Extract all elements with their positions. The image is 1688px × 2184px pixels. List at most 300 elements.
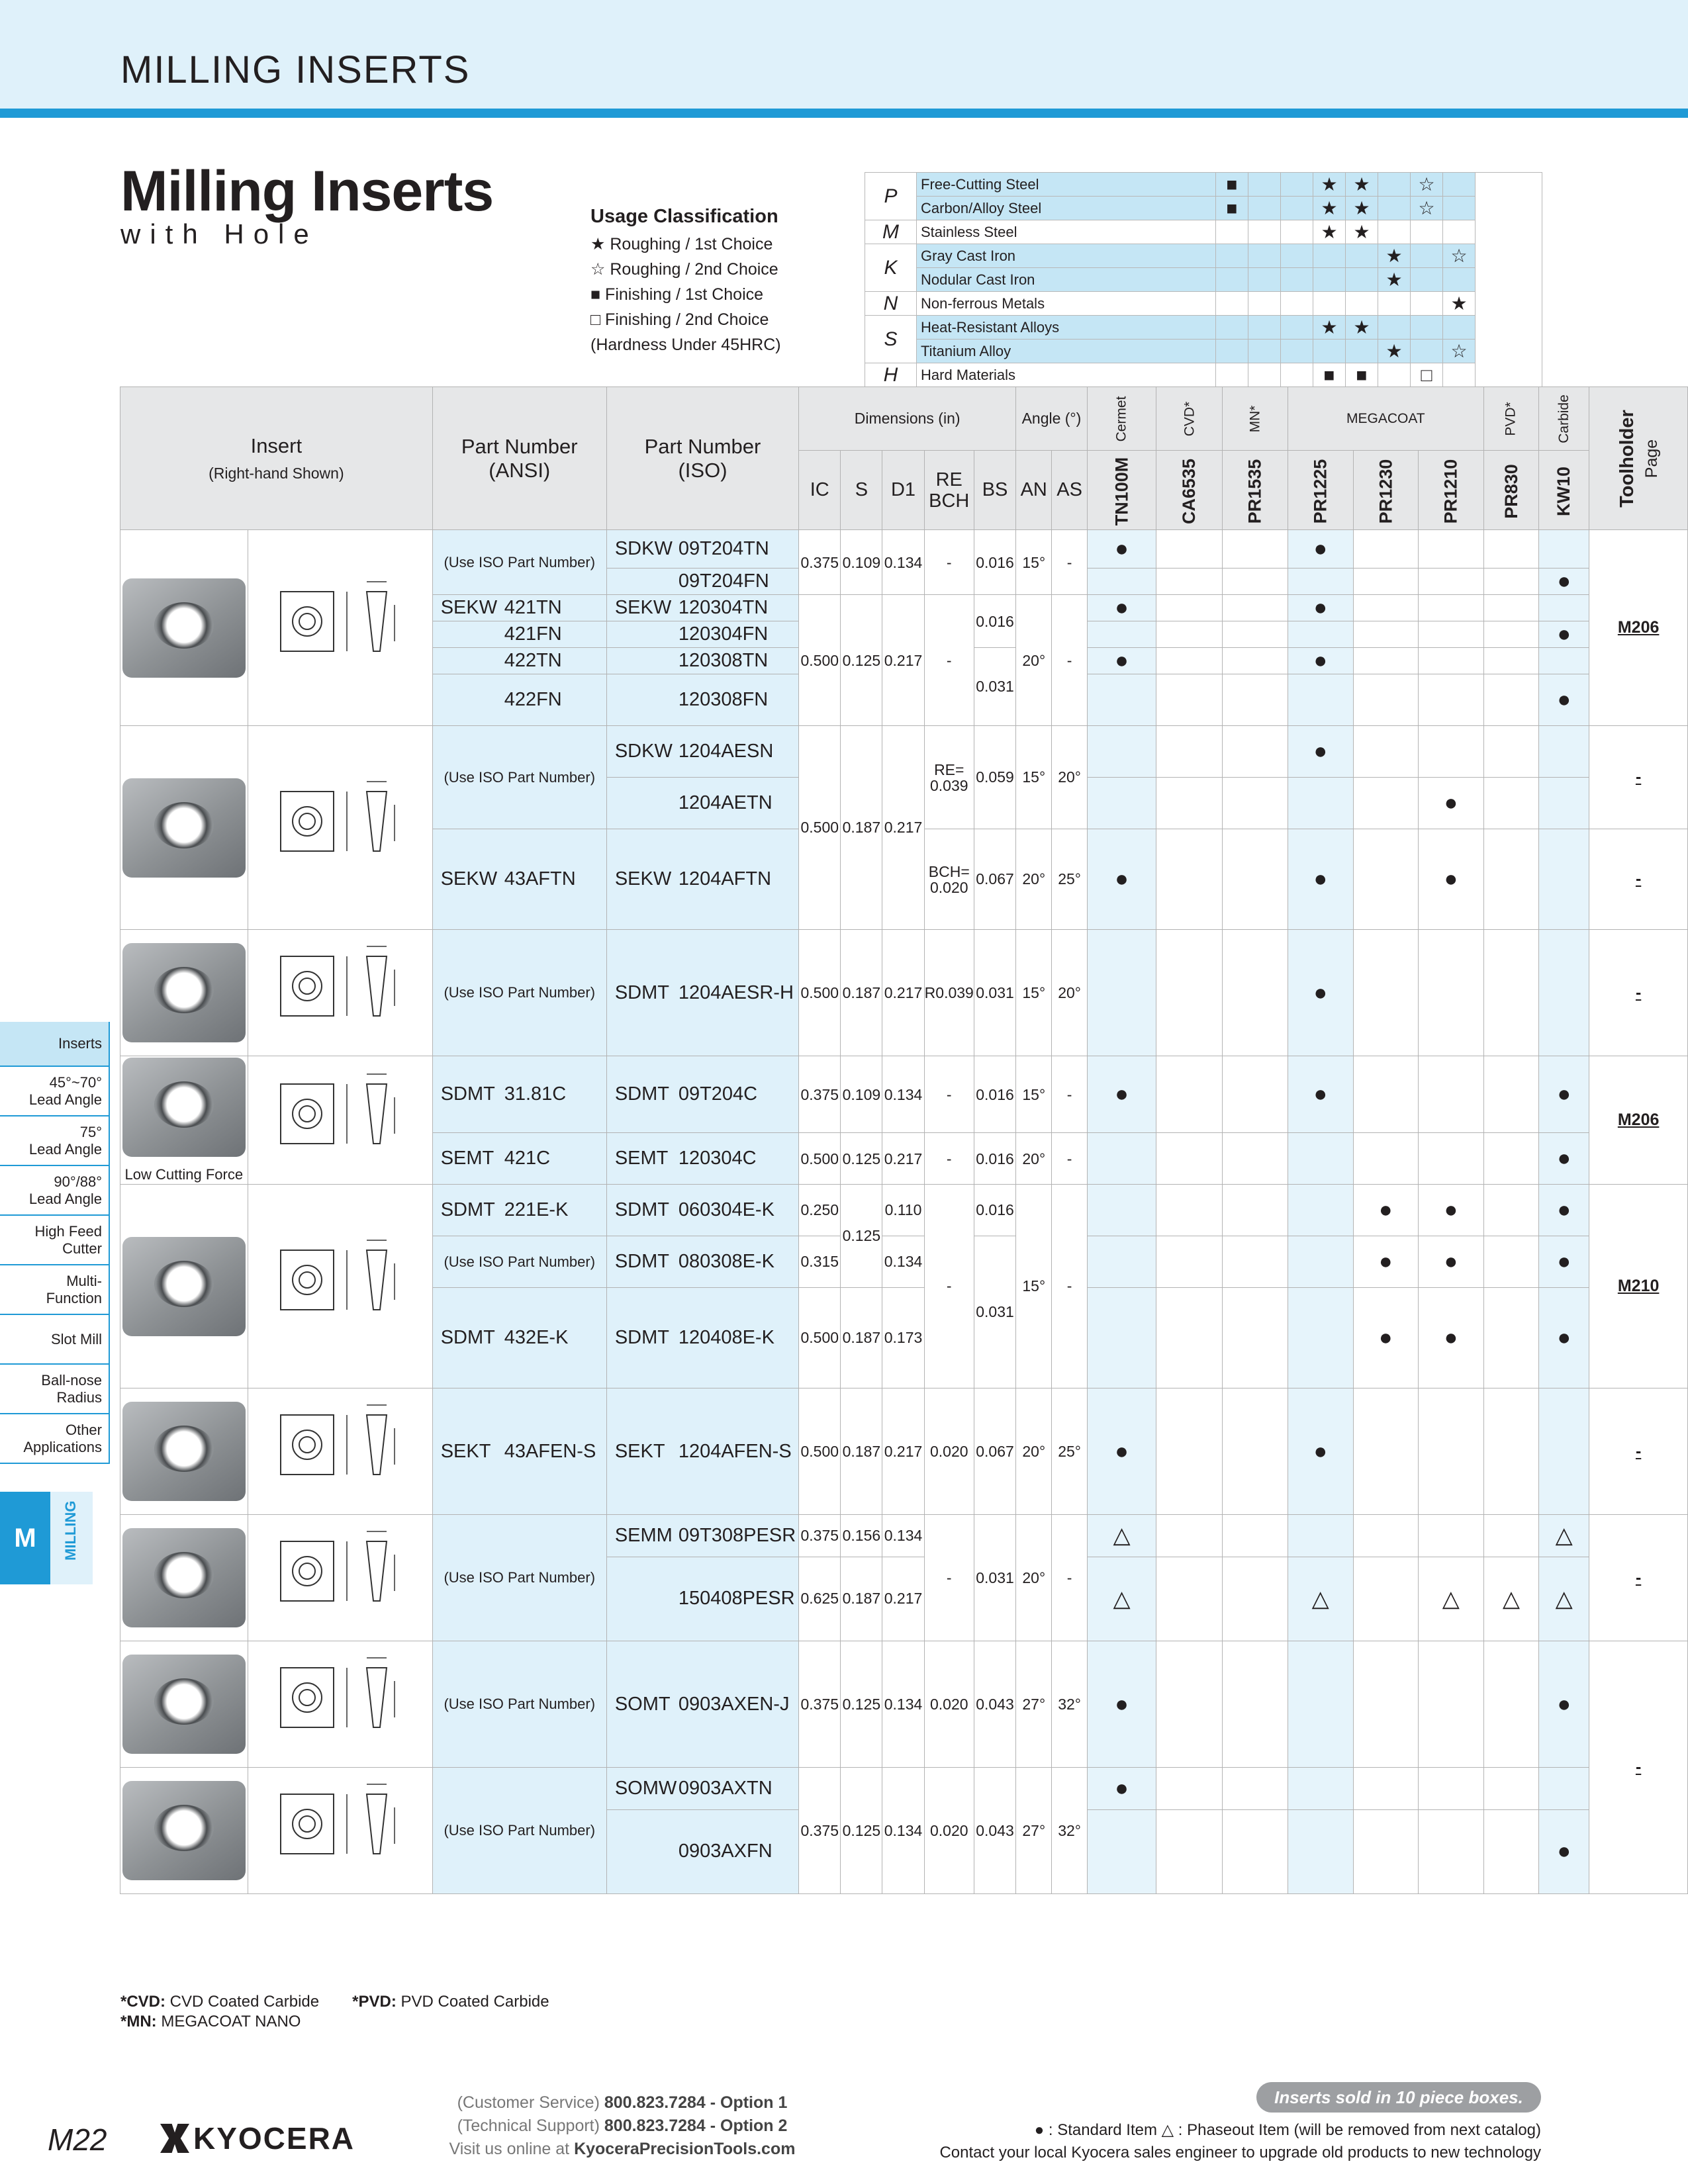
iso-part-number [606,778,798,829]
grade-label: PR1225 [1310,459,1331,523]
grade-cell [1288,1809,1353,1893]
ansi-part-number [432,621,606,648]
grade-cell [1353,569,1419,595]
dim-re: 0.020 [924,1641,974,1768]
grade-label: PR1210 [1440,459,1461,523]
grade-cell [1156,1809,1223,1893]
grade-cell [1087,1185,1156,1236]
grade-mark: ● [1539,1056,1589,1133]
grade-mark: △ [1419,1557,1484,1641]
ansi-number: 421FN [504,623,562,645]
iso-number: 120308TN [678,650,769,671]
legend-item: ★ Roughing / 1st Choice [590,235,773,253]
dim-bs1: 0.016 [974,595,1015,648]
grade-cell [1156,530,1223,569]
grade-cell [1483,1185,1539,1236]
dim-d1: 0.217 [882,726,924,930]
material-code: H [865,363,917,387]
grade-cell [1087,1288,1156,1388]
usage-grade-cell [1443,316,1476,340]
usage-grade-cell: ★ [1378,244,1411,268]
insert-drawing-box [254,1641,426,1767]
grade-mark: ● [1087,1768,1156,1810]
grade-mark: ● [1087,1641,1156,1768]
ansi-part-number [432,648,606,674]
col-ic: IC [799,451,841,530]
grade-mark: ● [1419,1236,1484,1288]
dim-re: R0.039 [924,930,974,1056]
legend-item: ■ Finishing / 1st Choice [590,285,764,304]
usage-grade-cell [1248,173,1281,197]
grade-cell [1353,726,1419,778]
grade-cell [1539,648,1589,674]
usage-grade-cell [1248,363,1281,387]
grade-mark: ● [1539,1641,1589,1768]
grade-cell [1156,1515,1223,1557]
iso-number: 1204AESN [678,741,774,762]
iso-number: 120304TN [678,597,769,618]
grade-cell [1483,595,1539,621]
usage-grade-cell: ★ [1346,197,1378,220]
dim-an: 20° [1016,829,1052,930]
dim-bs: 0.016 [974,1185,1015,1236]
usage-grade-cell [1281,197,1313,220]
sidebar-item-label: Other Applications [23,1421,102,1455]
iso-number: 080308E-K [678,1251,774,1272]
grade-cell [1087,1133,1156,1185]
usage-grade-cell [1248,197,1281,220]
insert-photo-image [122,1655,246,1754]
grade-cell [1483,621,1539,648]
grade-pr1230 [1353,451,1419,530]
dim-bs: 0.043 [974,1768,1015,1894]
brand-name: KYOCERA [193,2121,355,2156]
iso-number: 120408E-K [678,1327,774,1348]
usage-row [865,316,1542,340]
grade-cell [1223,778,1288,829]
grade-cell [1539,530,1589,569]
insert-drawing-box [254,1058,426,1183]
sidebar-item-75[interactable] [0,1116,110,1166]
insert-photo [120,1641,248,1768]
grade-cell [1223,930,1288,1056]
usage-grade-cell: ★ [1346,316,1378,340]
insert-drawing-svg [254,1768,426,1893]
grade-pr1210 [1419,451,1484,530]
usage-grade-cell [1313,292,1346,316]
footnotes [120,1992,549,2032]
sidebar-item-90-88[interactable] [0,1166,110,1216]
ansi-number: 422FN [504,689,562,710]
usage-grade-cell [1313,340,1346,363]
grade-cell [1156,674,1223,726]
usage-grade-cell [1281,292,1313,316]
grade-cell [1156,1557,1223,1641]
usage-grade-cell [1378,197,1411,220]
col-as: AS [1052,451,1087,530]
grade-cell [1353,1388,1419,1515]
dim-an: 15° [1016,726,1052,829]
insert-header [120,387,433,530]
iso-part-number [606,1809,798,1893]
toolholder-sub: Page [1642,439,1662,478]
grade-mark: ● [1353,1185,1419,1236]
ansi-use-iso: (Use ISO Part Number) [432,1641,606,1768]
grade-mark: ● [1087,530,1156,569]
grade-cell [1539,1388,1589,1515]
grade-cell [1156,726,1223,778]
usage-grade-cell: ■ [1346,363,1378,387]
material-name: Stainless Steel [917,220,1216,244]
grade-mark: ● [1419,778,1484,829]
grade-cell [1353,1809,1419,1893]
grade-cell [1483,1515,1539,1557]
grade-cell [1223,1809,1288,1893]
kyocera-logo-icon [160,2124,189,2153]
dim-s: 0.125 [841,1133,882,1185]
grade-cell [1223,1288,1288,1388]
sidebar-item-other[interactable] [0,1414,110,1464]
usage-grade-cell [1411,340,1443,363]
material-name: Hard Materials [917,363,1216,387]
usage-grade-cell [1281,363,1313,387]
grade-cell [1156,778,1223,829]
grade-mark: ● [1539,674,1589,726]
dim-ic: 0.375 [799,530,841,595]
dim-s: 0.125 [841,595,882,726]
sidebar-item-inserts[interactable] [0,1022,110,1067]
usage-grade-cell: ★ [1378,268,1411,292]
low-cutting-force-label: Low Cutting Force [124,1165,244,1183]
grade-cell [1223,1133,1288,1185]
legend-item: ☆ Roughing / 2nd Choice [590,260,778,279]
legend-title: Usage Classification [590,206,778,227]
dim-as: 25° [1052,829,1087,930]
dim-as: - [1052,1056,1087,1133]
milling-tab-letter[interactable]: M [0,1492,50,1584]
iso-series: SEKW [614,868,672,889]
grade-cell [1539,1768,1589,1810]
ansi-part-number [432,829,606,930]
insert-drawing [248,930,432,1056]
grade-cell [1353,778,1419,829]
contact-label: (Technical Support) [457,2116,604,2135]
usage-grade-cell [1443,173,1476,197]
dim-s: 0.187 [841,930,882,1056]
dim-bs: 0.031 [974,930,1015,1056]
grade-label: TN100M [1111,457,1132,525]
grade-cell [1353,1641,1419,1768]
usage-grade-cell [1248,244,1281,268]
dim-s: 0.187 [841,1288,882,1388]
usage-grade-cell [1248,340,1281,363]
dim-an: 15° [1016,930,1052,1056]
grade-cell [1419,1388,1484,1515]
insert-photo [120,1185,248,1388]
insert-drawing-box [254,565,426,691]
iso-series: SDKW [614,741,673,762]
grade-cell [1419,674,1484,726]
iso-part-number [606,1056,798,1133]
grade-cell [1156,569,1223,595]
usage-grade-cell [1346,292,1378,316]
table-row [120,1056,1688,1133]
dim-s: 0.109 [841,530,882,595]
iso-series: SDMT [614,1199,669,1220]
usage-grade-cell: ☆ [1443,340,1476,363]
dim-ic: 0.500 [799,930,841,1056]
usage-grade-cell [1443,268,1476,292]
col-s: S [841,451,882,530]
dim-s: 0.109 [841,1056,882,1133]
insert-photo-image [122,1528,246,1627]
ansi-use-iso: (Use ISO Part Number) [432,1768,606,1894]
usage-grade-cell [1216,268,1248,292]
group-cermet-label: Cermet [1113,396,1129,441]
insert-photo [120,726,248,930]
grade-cell [1223,1768,1288,1810]
dim-ic: 0.375 [799,1641,841,1768]
usage-grade-cell [1313,244,1346,268]
toolholder-header [1589,387,1688,530]
usage-grade-cell [1281,220,1313,244]
dim-re: - [924,595,974,726]
iso-part-number [606,1768,798,1810]
iso-part-number [606,1557,798,1641]
insert-drawing-box [254,1768,426,1893]
grade-cell [1156,1056,1223,1133]
dim-ic: 0.500 [799,1133,841,1185]
dim-as: - [1052,1185,1087,1388]
ansi-part-number [432,1185,606,1236]
usage-grade-cell [1443,220,1476,244]
insert-drawing-box [254,1515,426,1641]
grade-cell [1483,1236,1539,1288]
sidebar-nav [0,1022,110,1464]
grade-cell [1353,829,1419,930]
sidebar-item-ball-nose[interactable] [0,1365,110,1414]
dim-bs: 0.043 [974,1641,1015,1768]
ansi-number: 432E-K [504,1327,569,1348]
insert-photo-image [122,1058,246,1157]
iso-part-number [606,726,798,778]
insert-header-sub: (Right-hand Shown) [209,465,344,482]
usage-spacer [1476,173,1542,387]
footnote-value: MEGACOAT NANO [156,2013,301,2030]
usage-grade-cell [1378,173,1411,197]
table-row [120,1768,1688,1810]
sidebar-item-multi-function[interactable] [0,1265,110,1315]
usage-grade-cell [1248,268,1281,292]
sidebar-item-label: 90°/88° Lead Angle [28,1173,102,1207]
sidebar-item-45-70[interactable] [0,1067,110,1116]
usage-grade-cell: ★ [1346,173,1378,197]
grade-mark: ● [1087,648,1156,674]
usage-grade-cell [1346,340,1378,363]
insert-drawing-svg [254,1224,426,1349]
usage-grade-cell: ☆ [1411,173,1443,197]
ansi-part-number [432,595,606,621]
iso-series: SEKT [614,1440,665,1462]
group-pvd [1483,387,1539,451]
grade-cell [1223,726,1288,778]
grade-cell [1156,1288,1223,1388]
usage-grade-cell [1281,316,1313,340]
table-row [120,1388,1688,1515]
table-row [120,1641,1688,1768]
iso-series: SOMT [614,1693,671,1715]
dimensions-header: Dimensions (in) [799,387,1016,451]
grade-mark: ● [1539,621,1589,648]
insert-drawing-box [254,765,426,891]
iso-number: 120304C [678,1148,757,1169]
grade-cell [1087,778,1156,829]
usage-legend [590,201,781,357]
dim-re: - [924,1133,974,1185]
ansi-part-number [432,1056,606,1133]
dim-s: 0.187 [841,1557,882,1641]
dim-as: 32° [1052,1768,1087,1894]
grade-cell [1288,1641,1353,1768]
footnote-key: *CVD: [120,1993,166,2011]
sidebar-item-label: 45°~70° Lead Angle [28,1073,102,1108]
ansi-number: 221E-K [504,1199,569,1220]
usage-grade-cell [1248,220,1281,244]
usage-grade-cell: ★ [1313,316,1346,340]
dim-an: 20° [1016,1515,1052,1641]
grade-mark: ● [1539,1133,1589,1185]
contact-info [424,2091,821,2161]
insert-drawing-box [254,930,426,1056]
dim-d1: 0.134 [882,1515,924,1557]
toolholder-page: M210 [1589,1185,1688,1388]
table-row [120,726,1688,778]
usage-grade-cell [1216,244,1248,268]
grade-cell [1483,778,1539,829]
usage-grade-cell [1216,220,1248,244]
usage-row [865,244,1542,268]
grade-mark: ● [1288,648,1353,674]
website-link[interactable]: KyoceraPrecisionTools.com [574,2140,796,2158]
grade-cell [1223,621,1288,648]
grade-cell [1483,1809,1539,1893]
iso-number: 0903AXEN-J [678,1693,790,1715]
iso-part-number [606,1515,798,1557]
dim-s: 0.125 [841,1768,882,1894]
grade-cell [1419,1809,1484,1893]
dim-re: RE= 0.039 [924,726,974,829]
iso-series: SDKW [614,538,673,559]
dim-bs: 0.067 [974,829,1015,930]
ansi-part-number [432,1288,606,1388]
milling-tab[interactable] [50,1492,93,1584]
toolholder-page: - [1589,726,1688,829]
page-subtitle: with Hole [120,218,318,250]
iso-number: 1204AFEN-S [678,1440,792,1462]
tech-support-phone[interactable]: 800.823.7284 - Option 2 [604,2116,788,2135]
ansi-series: SDMT [440,1199,495,1220]
usage-grade-cell: ■ [1313,363,1346,387]
iso-number: 150408PESR [678,1588,795,1610]
usage-grade-cell [1411,220,1443,244]
material-name: Carbon/Alloy Steel [917,197,1216,220]
grade-cell [1539,595,1589,621]
usage-grade-cell [1281,244,1313,268]
grade-pr830 [1483,451,1539,530]
iso-part-number [606,1236,798,1288]
grade-cell [1483,648,1539,674]
iso-number: 0903AXTN [678,1777,773,1799]
usage-row [865,220,1542,244]
grade-cell [1223,648,1288,674]
customer-service-phone[interactable]: 800.823.7284 - Option 1 [604,2093,788,2112]
milling-tab-label: MILLING [62,1500,79,1561]
iso-number: 09T204FN [678,570,769,592]
group-cvd-label: CVD* [1181,401,1197,436]
grade-cell [1288,1185,1353,1236]
grade-ca6535 [1156,451,1223,530]
insert-drawing-box [254,1224,426,1349]
dim-an: 27° [1016,1768,1052,1894]
ansi-part-number [432,674,606,726]
dim-s: 0.187 [841,726,882,930]
grade-cell [1223,569,1288,595]
usage-grade-cell [1411,268,1443,292]
dim-d1: 0.217 [882,1133,924,1185]
group-mn [1223,387,1288,451]
grade-cell [1087,726,1156,778]
sidebar-item-high-feed[interactable] [0,1216,110,1265]
dim-re: - [924,1056,974,1133]
iso-number: 120308FN [678,689,769,710]
sidebar-item-slot-mill[interactable] [0,1315,110,1365]
grade-mark: ● [1539,1185,1589,1236]
grade-cell [1419,1768,1484,1810]
insert-header-label: Insert [250,434,303,457]
iso-number: 060304E-K [678,1199,774,1220]
insert-drawing-svg [254,765,426,891]
grade-mark: ● [1539,1236,1589,1288]
grade-cell [1156,930,1223,1056]
material-code: S [865,316,917,363]
dim-as: - [1052,1133,1087,1185]
usage-grade-cell: ★ [1313,173,1346,197]
dim-bs: 0.031 [974,1515,1015,1641]
section-title: MILLING INSERTS [120,48,471,91]
key-note [794,2119,1541,2164]
material-code: N [865,292,917,316]
grade-cell [1419,1641,1484,1768]
insert-photo [120,1515,248,1641]
iso-series: SEKW [614,597,672,618]
grade-label: PR830 [1501,463,1521,519]
insert-photo-image [122,778,246,878]
dim-s: 0.156 [841,1515,882,1557]
grade-cell [1539,829,1589,930]
iso-part-number [606,569,798,595]
group-carbide [1539,387,1589,451]
usage-row [865,173,1542,197]
grade-mark: ● [1419,1185,1484,1236]
dim-d1: 0.217 [882,1388,924,1515]
dim-bs: 0.016 [974,1133,1015,1185]
ansi-number: 421C [504,1148,551,1169]
grade-cell [1156,648,1223,674]
grade-cell [1483,930,1539,1056]
dim-s: 0.187 [841,1388,882,1515]
usage-classification-table [865,172,1542,387]
usage-grade-cell: ★ [1313,197,1346,220]
